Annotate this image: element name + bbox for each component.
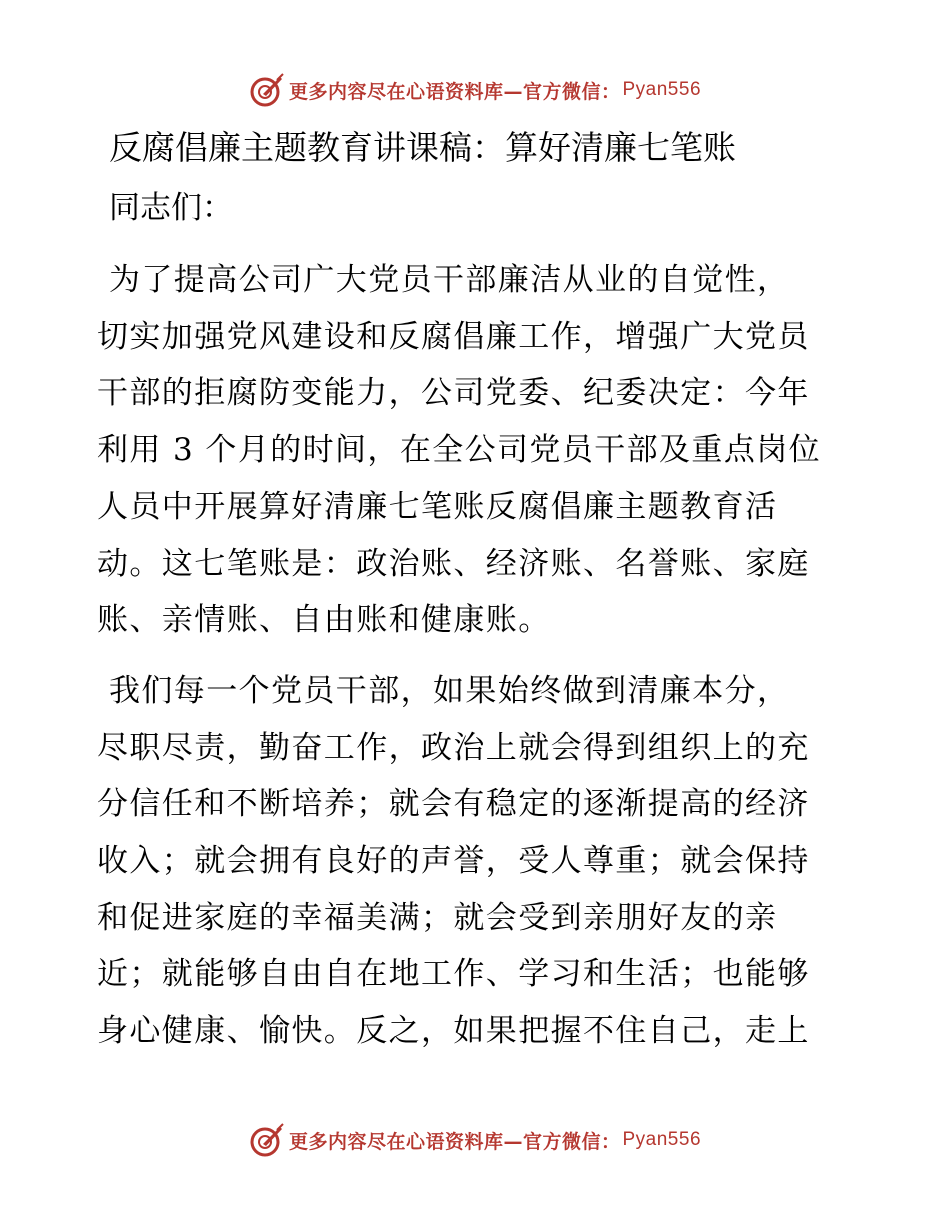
paragraph-line: 账、亲情账、自由账和健康账。	[97, 602, 551, 639]
paragraph-line: 分信任和不断培养；就会有稳定的逐渐提高的经济	[97, 786, 810, 823]
paragraph-line: 和促进家庭的幸福美满；就会受到亲朋好友的亲	[97, 899, 778, 936]
paragraph-line: 我们每一个党员干部，如果始终做到清廉本分，	[109, 672, 790, 709]
paragraph-line: 尽职尽责，勤奋工作，政治上就会得到组织上的充	[97, 729, 810, 766]
watermark-text: 更多内容尽在心语资料库—官方微信：	[288, 80, 621, 103]
watermark-text: 更多内容尽在心语资料库—官方微信：	[288, 1130, 621, 1153]
header-watermark	[0, 70, 950, 110]
salutation: 同志们：	[109, 190, 233, 226]
paragraph-line: 收入；就会拥有良好的声誉，受人尊重；就会保持	[97, 843, 810, 880]
document-title: 反腐倡廉主题教育讲课稿：算好清廉七笔账	[109, 128, 736, 167]
document-body	[97, 124, 853, 1074]
paragraph-line: 干部的拒腐防变能力，公司党委、纪委决定：今年	[97, 375, 810, 412]
paragraph-line: 为了提高公司广大党员干部廉洁从业的自觉性，	[109, 262, 790, 298]
paragraph-line: 利用 3 个月的时间，在全公司党员干部及重点岗位	[97, 432, 822, 469]
watermark-handle: Pyan556	[622, 1129, 702, 1150]
paragraph-line: 切实加强党风建设和反腐倡廉工作，增强广大党员	[97, 318, 810, 355]
paragraph-line: 人员中开展算好清廉七笔账反腐倡廉主题教育活	[97, 488, 778, 525]
quill-logo-icon	[249, 1122, 285, 1158]
watermark-handle: Pyan556	[622, 79, 702, 100]
paragraph-1	[97, 252, 853, 649]
paragraph-line: 动。这七笔账是：政治账、经济账、名誉账、家庭	[97, 545, 810, 582]
paragraph-line: 近；就能够自由自在地工作、学习和生活；也能够	[97, 956, 810, 993]
quill-logo-icon	[249, 72, 285, 108]
footer-watermark	[0, 1120, 950, 1160]
paragraph-line: 身心健康、愉快。反之，如果把握不住自己，走上	[97, 1013, 810, 1050]
paragraph-2	[97, 663, 853, 1060]
